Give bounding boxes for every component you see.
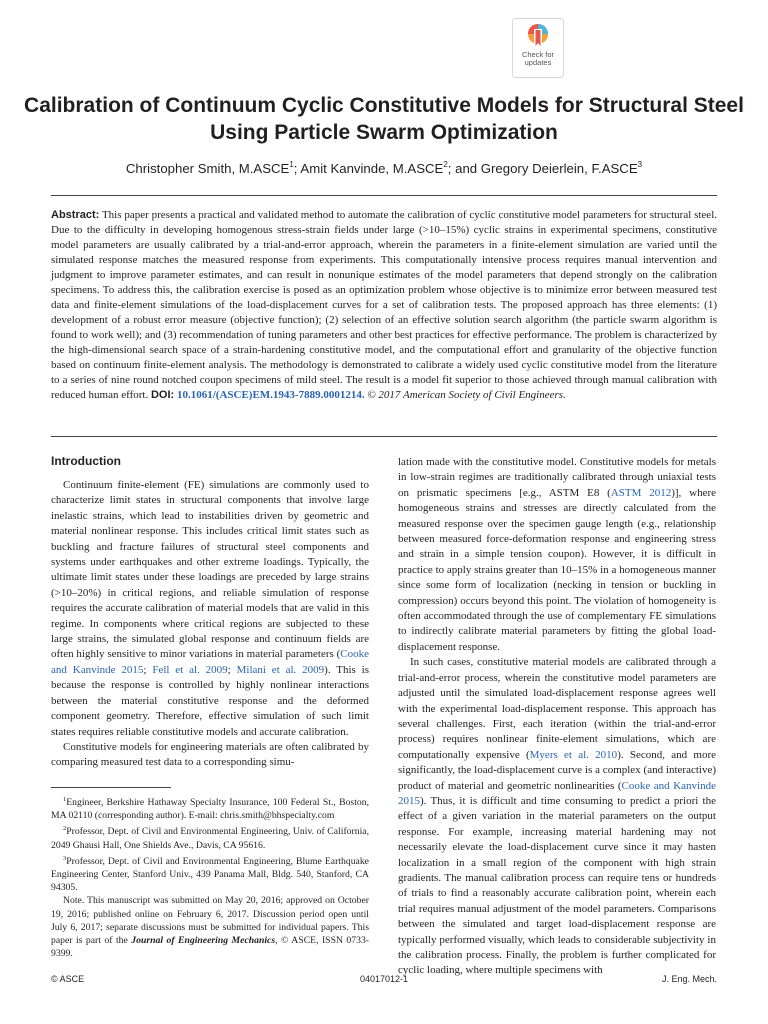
intro-paragraph-1: Continuum finite-element (FE) simulations are commonly used to characterize limit states in structural components that involve large inelastic strains, which lead to instabilities driven by geometric and material nonlinear response. This includes critical limit states such as buckling and fracture failures of structural steel components and systems under earthquakes and other extreme loadings. Typically, the ultimate limit states under these loadings are preceded by large strains (>10–20%) in critical regions, and reliable simulation of response requires the accurate calibration of material models that are valid in this regime. In components where critical regions are subjected to these large strains, the simulated global response and continuum fields are often highly sensitive to minor variations in material parameters (Cooke and Kanvinde 2015; Fell et al. 2009; Milani et al. 2009). This is because the response is controlled by highly nonlinear interactions between the material constitutive response and the deformed component geometry. Therefore, effective simulation of such limit states requires reliable constitutive models and accurate calibration. <box>51 479 370 738</box>
footer-publisher: © ASCE <box>51 974 85 984</box>
footnote-rule <box>51 787 171 788</box>
footnotes <box>51 793 369 960</box>
check-for-updates-badge[interactable] <box>512 18 564 78</box>
copyright-notice: © 2017 American Society of Civil Engineers. <box>367 389 566 401</box>
left-column <box>51 454 369 771</box>
doi-link[interactable]: 10.1061/(ASCE)EM.1943-7889.0001214. <box>176 389 365 401</box>
abstract-bottom-rule <box>51 436 717 437</box>
citation-link[interactable]: Fell et al. 2009 <box>152 663 228 676</box>
right-column <box>398 455 716 979</box>
citation-link[interactable]: Milani et al. 2009 <box>236 663 325 676</box>
badge-line-2: updates <box>524 58 552 67</box>
author-name: Christopher Smith, M.ASCE <box>125 161 290 176</box>
manuscript-note: Note. This manuscript was submitted on May 20, 2016; approved on October 19, 2016; published online on February 6, 2017. Discussion period open until July 6, 2017; separate discussions must be submitted for individual papers. This paper is part of the Journal of Engineering Mechanics, © ASCE, ISSN 0733-9399. <box>51 895 370 960</box>
footnote: $^2$Professor, Dept. of Civil and Environmental Engineering, Univ. of California, 2049 Ghausi Hall, One Shields Ave., Davis, CA 95616. <box>51 825 369 851</box>
author-affiliation-mark: 2 <box>443 160 448 169</box>
citation-link[interactable]: ASTM 2012 <box>610 486 672 499</box>
section-heading-introduction: Introduction <box>51 454 121 468</box>
badge-line-1: Check for <box>521 50 555 59</box>
intro-paragraph-4: In such cases, constitutive material models are calibrated through a trial-and-error process, wherein the constitutive model parameters are adjusted until the simulated load-displacement response agrees well with the experimental load-displacement response. This approach has several challenges. First, each iteration (within the trial-and-error process) requires nonlinear finite-element simulations, which are computationally expensive (Myers et al. 2010). Second, and more significantly, the load-displacement curve is a complex (and interactive) product of material and geometric nonlinearities (Cooke and Kanvinde 2015). Thus, it is difficult and time consuming to predict a priori the effect of a given variation in the material parameters on the output response. For example, increasing material hardening may not necessarily elevate the load-displacement curve since it may hasten localization in a small region of the component with high strain gradients. The manual calibration process can require tens or hundreds of trials to find a reasonably accurate calibration point, wherein each trial requires manual adjustment of the model parameters. Comparisons between the simulated and target load-displacement response are typically performed visually, which leads to considerable subjectivity in the calibration process. Finally, the problem is further complicated for cyclic loading, where multiple specimens with <box>398 656 717 977</box>
author-affiliation-mark: 3 <box>637 160 643 169</box>
intro-paragraph-3: lation made with the constitutive model. Constitutive models for metals in low-strain regimes are traditionally calibrated through uniaxial tests on prismatic specimens [e.g., ASTM E8 (ASTM 2012)], where homogeneous strains and stresses are directly calculated from the measured response over the specimen gauge length (e.g., relationship between measured force-deformation response and engineering stress and strain in a simple tension coupon). However, it is difficult in practice to apply strains greater than 10–15% in a homogeneous manner since some form of localization (necking in tension or buckling in compression) occurs beyond this point. The violation of homogeneity is often accommodated through the use of complementary FE simulations to indirectly calibrate material parameters by fitting the global load-displacement response. <box>398 456 717 653</box>
abstract-label: Abstract: <box>51 209 100 221</box>
abstract-text: This paper presents a practical and validated method to automate the calibration of cyclic constitutive model parameters for structural steel. Due to the difficulty in developing homogenous stress-strain fields under large (>10–15%) cyclic strains in experimental specimens, constitutive model parameters are usually calibrated by a trial-and-error approach, wherein the parameters in a finite-element simulation are varied until the simulated response matches the measured response from experiments. This computationally intensive process requires manual intervention and judgment to improve parameter estimates, and can result in nonunique estimates of the model parameters that depend strongly on the calibration specimens. To address this, the calibration exercise is posed as an optimization problem whose objective is to minimize error between measured test data and finite-element simulations of the load-displacement curves for a set of calibration tests. The proposed approach has three elements: (1) development of a robust error measure (objective function); (2) selection of an effective solution search algorithm (the particle swarm algorithm is found to work well); and (3) recommendation of tuning parameters and other best practices for effective performance. The problem is characterized by the high-dimensional search space of a strain-hardening constitutive model, and the computational effort and granularity of the objective function based on continuum finite-element analysis. The methodology is demonstrated to calibrate a widely used cyclic constitutive model from the literature to a series of nine round notched coupon specimens of mild steel. The result is a model fit superior to those achieved through manual calibration with reduced human effort. <box>51 209 718 401</box>
crossmark-icon <box>527 23 549 51</box>
abstract <box>51 208 717 403</box>
footnote: $^1$Engineer, Berkshire Hathaway Specialty Insurance, 100 Federal St., Boston, MA 02110 (corresponding author). E-mail: chris.smith@bhspecialty.com <box>51 796 369 822</box>
author-affiliation-mark: 1 <box>289 160 294 169</box>
citation-link[interactable]: Cooke and Kanvinde 2015 <box>51 648 369 676</box>
footer-page-number: 04017012-1 <box>359 974 409 984</box>
citation-link[interactable]: Cooke and Kanvinde 2015 <box>398 779 716 807</box>
doi-label: DOI: <box>150 389 175 401</box>
journal-name: Journal of Engineering Mechanics <box>131 935 276 947</box>
author-list: Christopher Smith, M.ASCE$^1$; Amit Kanvinde, M.ASCE$^2$; and Gregory Deierlein, F.ASCE$^3$ <box>125 160 643 176</box>
intro-paragraph-2: Constitutive models for engineering materials are often calibrated by comparing measured test data to a corresponding simu- <box>51 740 369 769</box>
footer-journal: J. Eng. Mech. <box>661 974 717 984</box>
citation-link[interactable]: Myers et al. 2010 <box>529 748 618 761</box>
footnote: $^3$Professor, Dept. of Civil and Environmental Engineering, Blume Earthquake Engineering Center, Stanford Univ., 439 Panama Mall, Bldg. 540, Stanford, CA 94305. <box>51 854 369 894</box>
paper-title: Calibration of Continuum Cyclic Constitutive Models for Structural Steel Using Particle Swarm Optimization <box>24 94 744 144</box>
author-name: Amit Kanvinde, M.ASCE <box>300 161 444 176</box>
author-name: Gregory Deierlein, F.ASCE <box>480 161 638 176</box>
abstract-top-rule <box>51 195 717 196</box>
